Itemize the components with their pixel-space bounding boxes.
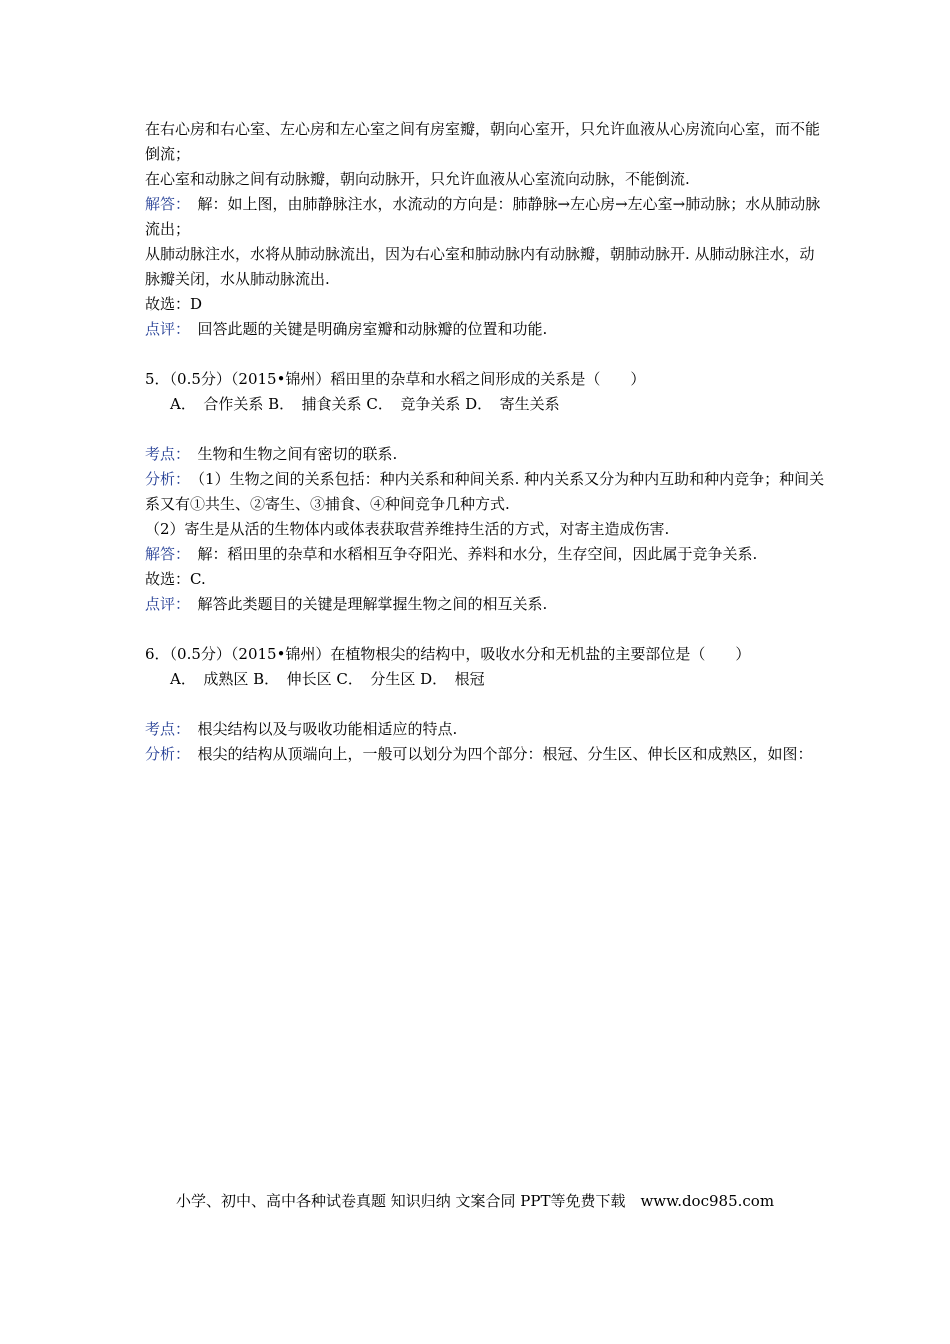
q5-point (145, 442, 825, 467)
q6-analysis (145, 742, 825, 767)
q5-answer-text: 解：稻田里的杂草和水稻相互争夺阳光、养料和水分，生存空间，因此属于竞争关系. (197, 545, 758, 563)
page-footer: 小学、初中、高中各种试卷真题 知识归纳 文案合同 PPT等免费下载 www.doc985.com (175, 1192, 775, 1210)
q6-point (145, 717, 825, 742)
analysis-label: 分析： (145, 470, 183, 488)
document-body (145, 117, 825, 767)
prev-comment-text: 回答此题的关键是明确房室瓣和动脉瓣的位置和功能. (197, 320, 548, 338)
analysis-label: 分析： (145, 745, 183, 763)
point-label: 考点： (145, 445, 183, 463)
q5-answer (145, 542, 825, 567)
prev-answer (145, 192, 825, 242)
q6-stem: 6．（0.5分）（2015•锦州）在植物根尖的结构中，吸收水分和无机盐的主要部位是（ ） (145, 645, 751, 663)
q5-options: A． 合作关系 B． 捕食关系 C． 竞争关系 D． 寄生关系 (170, 395, 560, 413)
prev-analysis-line-2: 在心室和动脉之间有动脉瓣，朝向动脉开，只允许血液从心室流向动脉，不能倒流. (145, 170, 690, 188)
q6-point-text: 根尖结构以及与吸收功能相适应的特点. (197, 720, 458, 738)
prev-analysis-line-1: 在右心房和右心室、左心房和左心室之间有房室瓣，朝向心室开，只允许血液从心房流向心室，而不能倒流； (145, 120, 821, 163)
comment-label: 点评： (145, 320, 183, 338)
point-label: 考点： (145, 720, 183, 738)
prev-choice: 故选：D (145, 295, 203, 313)
q5-analysis (145, 467, 825, 517)
q5-point-text: 生物和生物之间有密切的联系. (197, 445, 398, 463)
q5-comment-text: 解答此类题目的关键是理解掌握生物之间的相互关系. (197, 595, 548, 613)
q5-analysis-2: （2）寄生是从活的生物体内或体表获取营养维持生活的方式，对寄主造成伤害. (145, 520, 670, 538)
comment-label: 点评： (145, 595, 183, 613)
answer-label: 解答： (145, 545, 183, 563)
prev-answer-line-2: 从肺动脉注水，水将从肺动脉流出，因为右心室和肺动脉内有动脉瓣，朝肺动脉开. 从肺动脉注水，动脉瓣关闭，水从肺动脉流出. (145, 245, 815, 288)
q5-stem: 5．（0.5分）（2015•锦州）稻田里的杂草和水稻之间形成的关系是（ ） (145, 370, 646, 388)
q5-choice: 故选：C. (145, 570, 206, 588)
prev-comment (145, 317, 825, 342)
answer-label: 解答： (145, 195, 183, 213)
q6-options: A． 成熟区 B． 伸长区 C． 分生区 D． 根冠 (170, 670, 485, 688)
q5-comment (145, 592, 825, 617)
q5-analysis-text-1: （1）生物之间的关系包括：种内关系和种间关系. 种内关系又分为种内互助和种内竞争；种间关系又有①共生、②寄生、③捕食、④种间竞争几种方式. (145, 470, 825, 513)
q6-analysis-text: 根尖的结构从顶端向上，一般可以划分为四个部分：根冠、分生区、伸长区和成熟区，如图： (197, 745, 813, 763)
prev-answer-text-1: 解：如上图，由肺静脉注水，水流动的方向是：肺静脉→左心房→左心室→肺动脉；水从肺动脉流出； (145, 195, 821, 238)
